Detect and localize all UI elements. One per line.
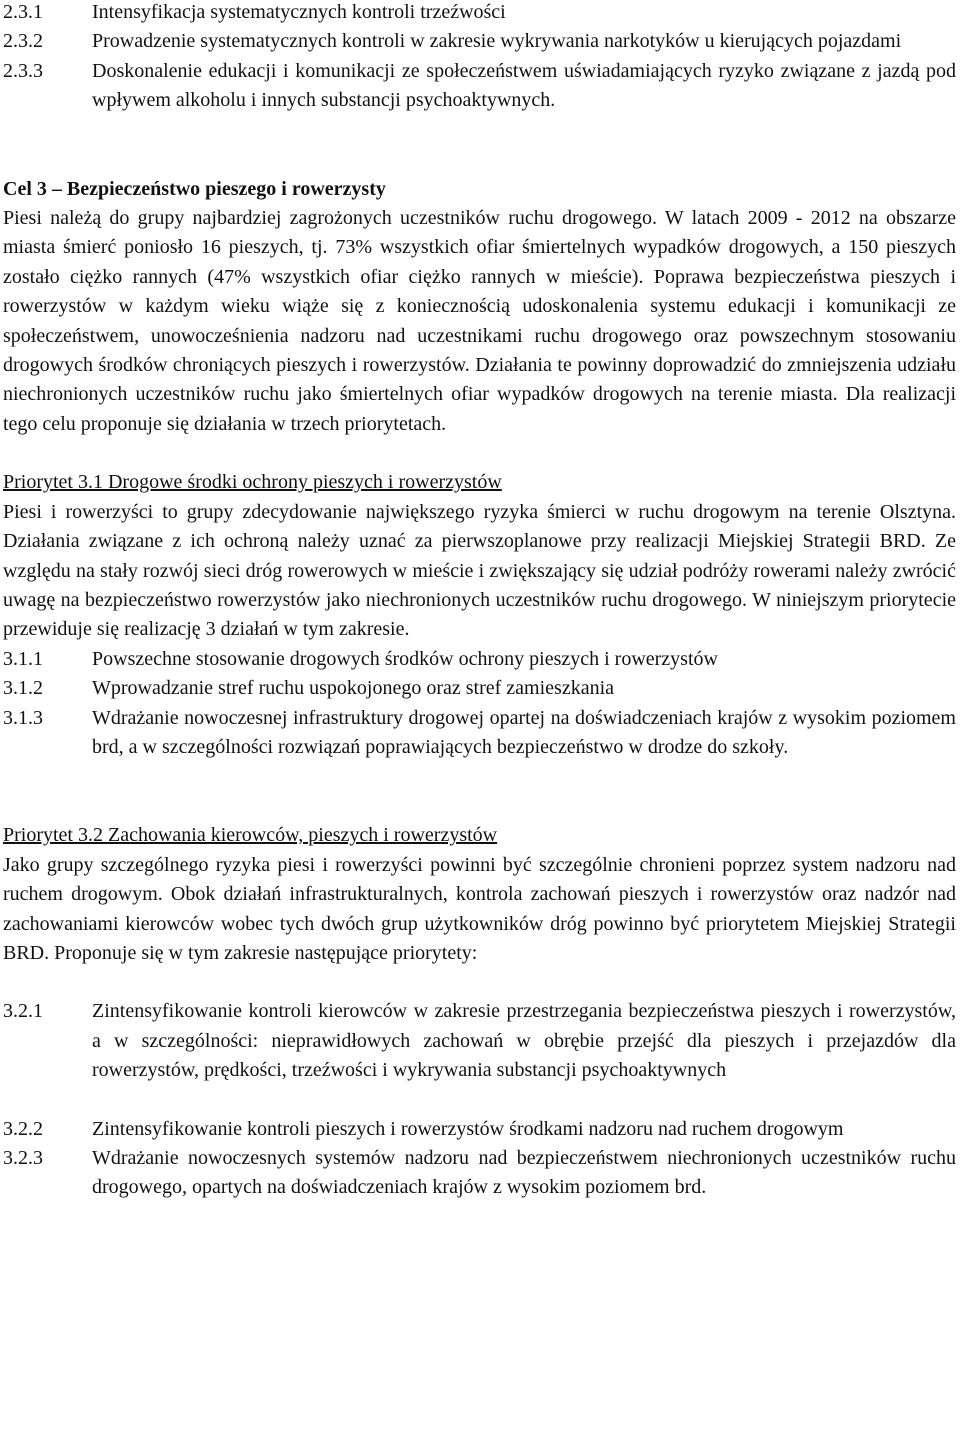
- priority-3-2-heading: Priorytet 3.2 Zachowania kierowców, pieszych i rowerzystów: [3, 824, 498, 847]
- list-item: [3, 27, 956, 56]
- item-text: Prowadzenie systematycznych kontroli w zakresie wykrywania narkotyków u kierujących pojazdami: [92, 30, 902, 53]
- item-text: Zintensyfikowanie kontroli pieszych i rowerzystów środkami nadzoru nad ruchem drogowym: [92, 1117, 844, 1140]
- item-number: 3.1.2: [3, 677, 43, 700]
- item-number: 3.2.1: [3, 1000, 43, 1023]
- document-page: [3, 0, 956, 1203]
- list-item: [3, 704, 956, 763]
- item-number: 2.3.2: [3, 30, 43, 53]
- priority-3-1-heading: Priorytet 3.1 Drogowe środki ochrony pieszych i rowerzystów: [3, 471, 502, 494]
- item-text: Wdrażanie nowoczesnych systemów nadzoru nad bezpieczeństwem niechronionych uczestników ruchu drogowego, opartych na doświadczeniach krajów z wysokim poziomem brd.: [92, 1147, 956, 1199]
- item-text: Powszechne stosowanie drogowych środków ochrony pieszych i rowerzystów: [92, 647, 718, 670]
- item-number: 3.1.1: [3, 647, 43, 670]
- item-text: Wdrażanie nowoczesnej infrastruktury drogowej opartej na doświadczeniach krajów z wysokim poziomem brd, a w szczególności rozwiązań poprawiających bezpieczeństwo w drodze do szkoły.: [92, 706, 956, 758]
- list-item: [3, 674, 956, 703]
- item-text: Zintensyfikowanie kontroli kierowców w zakresie przestrzegania bezpieczeństwa pieszych i rowerzystów, a w szczególności: nieprawidłowych zachowań w obrębie przejść dla pieszych i przejazdów dla rowerzystów, prędkości, trzeźwości i wykrywania substancji psychoaktywnych: [92, 1000, 956, 1082]
- list-item: [3, 997, 956, 1085]
- list-item: [3, 1144, 956, 1203]
- item-number: 2.3.3: [3, 59, 43, 82]
- list-item: [3, 57, 956, 116]
- item-number: 3.1.3: [3, 706, 43, 729]
- item-number: 3.2.2: [3, 1117, 43, 1140]
- priority-3-1-paragraph: Piesi i rowerzyści to grupy zdecydowanie największego ryzyka śmierci w ruchu drogowym na terenie Olsztyna. Działania związane z ich ochroną należy uznać za pierwszoplanowe przy realizacji Miejskiej Strategii BRD. Ze względu na stały rozwój sieci dróg rowerowych w mieście i zwiększający się udział podróży rowerami należy zwrócić uwagę na bezpieczeństwo rowerzystów jako niechronionych uczestników ruchu drogowego. W niniejszym priorytecie przewiduje się realizację 3 działań w tym zakresie.: [3, 500, 956, 641]
- item-text: Wprowadzanie stref ruchu uspokojonego oraz stref zamieszkania: [92, 677, 615, 700]
- goal-3-heading: Cel 3 – Bezpieczeństwo pieszego i rowerzysty: [3, 177, 386, 200]
- list-item: [3, 645, 956, 674]
- list-item: [3, 0, 956, 27]
- goal-3-paragraph: Piesi należą do grupy najbardziej zagrożonych uczestników ruchu drogowego. W latach 2009 - 2012 na obszarze miasta śmierć poniosło 16 pieszych, tj. 73% wszystkich ofiar śmiertelnych wypadków drogowych, a 150 pieszych zostało ciężko rannych (47% wszystkich ofiar ciężko rannych w mieście). Poprawa bezpieczeństwa pieszych i rowerzystów w każdym wieku wiąże się z koniecznością udoskonalenia systemu edukacji i komunikacji ze społeczeństwem, unowocześnienia nadzoru nad uczestnikami ruchu drogowego oraz powszechnym stosowaniu drogowych środków chroniących pieszych i rowerzystów. Działania te powinny doprowadzić do zmniejszenia udziału niechronionych uczestników ruchu jako śmiertelnych ofiar wypadków drogowych na terenie miasta. Dla realizacji tego celu proponuje się działania w trzech priorytetach.: [3, 207, 956, 435]
- item-number: 2.3.1: [3, 1, 43, 23]
- priority-3-2-paragraph: Jako grupy szczególnego ryzyka piesi i rowerzyści powinni być szczególnie chronieni poprzez system nadzoru nad ruchem drogowym. Obok działań infrastrukturalnych, kontrola zachowań pieszych i rowerzystów oraz nadzór nad zachowaniami kierowców wobec tych dwóch grup użytkowników dróg powinno być priorytetem Miejskiej Strategii BRD. Proponuje się w tym zakresie następujące priorytety:: [3, 853, 956, 964]
- item-number: 3.2.3: [3, 1147, 43, 1169]
- item-text: Intensyfikacja systematycznych kontroli trzeźwości: [92, 1, 506, 23]
- item-text: Doskonalenie edukacji i komunikacji ze społeczeństwem uświadamiających ryzyko związane z jazdą pod wpływem alkoholu i innych substancji psychoaktywnych.: [92, 59, 956, 112]
- list-item: [3, 1115, 956, 1144]
